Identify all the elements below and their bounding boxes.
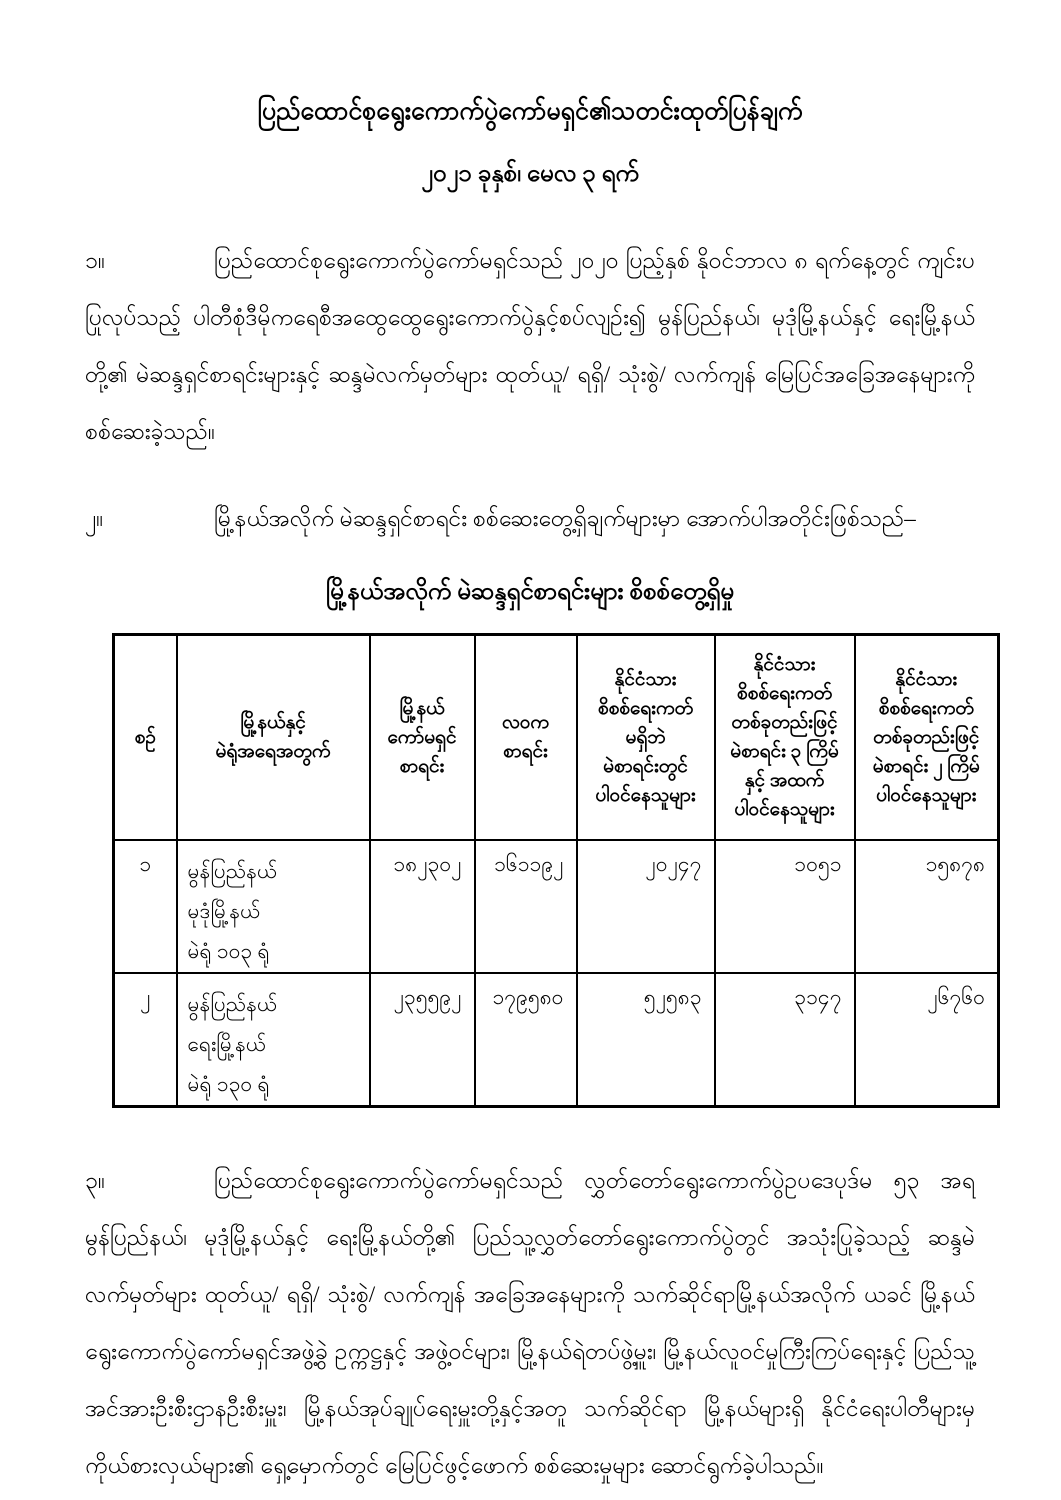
voter-list-table: [112, 633, 1000, 1108]
document-title: ပြည်ထောင်စုရွေးကောက်ပွဲကော်မရှင်၏သတင်းထုတ်ပြန်ချက်: [257, 98, 803, 125]
immigration-list-value: ၁၇၉၅၈၀: [475, 973, 577, 1107]
paragraph-1: [85, 232, 975, 460]
paragraph-2-number: ၂။: [85, 506, 104, 531]
col-header-commission-list: မြို့နယ် ကော်မရှင် စာရင်း: [370, 635, 475, 840]
no-nrc-value: ၂၀၂၄၇: [577, 840, 715, 973]
col-header-no-nrc-card: နိုင်ငံသား စိစစ်ရေးကတ် မရှိဘဲ မဲစာရင်းတွင် ပါဝင်နေသူများ: [577, 635, 715, 840]
paragraph-2-text: မြို့နယ်အလိုက် မဲဆန္ဒရှင်စာရင်း စစ်ဆေးတွေ့ရှိချက်များမှာ အောက်ပါအတိုင်းဖြစ်သည်–: [214, 506, 916, 531]
table-row-mudon: [114, 840, 999, 973]
same-nrc-3-or-more-value: ၃၁၄၇: [715, 973, 855, 1107]
paragraph-1-number: ၁။: [85, 248, 105, 273]
township-cell: မွန်ပြည်နယ် မုဒုံမြို့နယ် မဲရုံ ၁၀၃ ရုံ: [177, 840, 370, 973]
col-header-township: မြို့နယ်နှင့် မဲရုံအရေအတွက်: [177, 635, 370, 840]
commission-list-value: ၁၈၂၃၀၂: [370, 840, 475, 973]
paragraph-3: [85, 1152, 975, 1494]
serial-cell: ၂: [114, 973, 177, 1107]
paragraph-3-text: ပြည်ထောင်စုရွေးကောက်ပွဲကော်မရှင်သည် လွှတ်တော်ရွေးကောက်ပွဲဥပဒေပုဒ်မ ၅၃ အရ မွန်ပြည်နယ်၊ မုဒုံမြို့နယ်နှင့် ရေးမြို့နယ်တို့၏ ပြည်သူ့လွှတ်တော်ရွေးကောက်ပွဲတွင် အသုံးပြုခဲ့သည့် ဆန္ဒမဲလက်မှတ်များ ထုတ်ယူ/ ရရှိ/ သုံးစွဲ/ လက်ကျန် အခြေအနေများကို သက်ဆိုင်ရာမြို့နယ်အလိုက် ယခင် မြို့နယ်ရွေးကောက်ပွဲကော်မရှင်အဖွဲ့ခွဲ ဥက္ကဋ္ဌနှင့် အဖွဲ့ဝင်များ၊ မြို့နယ်ရဲတပ်ဖွဲ့မှူး၊ မြို့နယ်လူဝင်မှုကြီးကြပ်ရေးနှင့် ပြည်သူ့အင်အားဦးစီးဌာနဦးစီးမှူး၊ မြို့နယ်အုပ်ချုပ်ရေးမှူးတို့နှင့်အတူ သက်ဆိုင်ရာ မြို့နယ်များရှိ နိုင်ငံရေးပါတီများမှ ကိုယ်စားလှယ်များ၏ ရှေ့မှောက်တွင် မြေပြင်ဖွင့်ဖောက် စစ်ဆေးမှုများ ဆောင်ရွက်ခဲ့ပါသည်။: [85, 1167, 975, 1478]
serial-cell: ၁: [114, 840, 177, 973]
col-header-same-nrc-2-times: နိုင်ငံသား စိစစ်ရေးကတ် တစ်ခုတည်းဖြင့် မဲစာရင်း ၂ ကြိမ် ပါဝင်နေသူများ: [855, 635, 999, 840]
table-title: မြို့နယ်အလိုက် မဲဆန္ဒရှင်စာရင်းများ စိစစ်တွေ့ရှိမှု: [326, 579, 734, 605]
commission-list-value: ၂၃၅၅၉၂: [370, 973, 475, 1107]
paragraph-2: [85, 490, 975, 547]
document-date: ၂၀၂၁ ခုနှစ်၊ မေလ ၃ ရက်: [421, 161, 639, 187]
col-header-same-nrc-3-or-more: နိုင်ငံသား စိစစ်ရေးကတ် တစ်ခုတည်းဖြင့် မဲစာရင်း ၃ ကြိမ် နှင့် အထက် ပါဝင်နေသူများ: [715, 635, 855, 840]
same-nrc-3-or-more-value: ၁၀၅၁: [715, 840, 855, 973]
col-header-serial: စဉ်: [114, 635, 177, 840]
table-header-row: [114, 635, 999, 840]
no-nrc-value: ၅၂၅၈၃: [577, 973, 715, 1107]
township-cell: မွန်ပြည်နယ် ရေးမြို့နယ် မဲရုံ ၁၃၀ ရုံ: [177, 973, 370, 1107]
paragraph-3-number: ၃။: [85, 1167, 105, 1193]
same-nrc-2-times-value: ၁၅၈၇၈: [855, 840, 999, 973]
same-nrc-2-times-value: ၂၆၇၆၀: [855, 973, 999, 1107]
immigration-list-value: ၁၆၁၁၉၂: [475, 840, 577, 973]
table-row-ye: [114, 973, 999, 1107]
col-header-immigration-list: လဝက စာရင်း: [475, 635, 577, 840]
paragraph-1-text: ပြည်ထောင်စုရွေးကောက်ပွဲကော်မရှင်သည် ၂၀၂၀ ပြည့်နှစ် နိုဝင်ဘာလ ၈ ရက်နေ့တွင် ကျင်းပပြုလုပ်သည့် ပါတီစုံဒီမိုကရေစီအထွေထွေရွေးကောက်ပွဲနှင့်စပ်လျဉ်း၍ မွန်ပြည်နယ်၊ မုဒုံမြို့နယ်နှင့် ရေးမြို့နယ်တို့၏ မဲဆန္ဒရှင်စာရင်းများနှင့် ဆန္ဒမဲလက်မှတ်များ ထုတ်ယူ/ ရရှိ/ သုံးစွဲ/ လက်ကျန် မြေပြင်အခြေအနေများကို စစ်ဆေးခဲ့သည်။: [85, 248, 975, 444]
